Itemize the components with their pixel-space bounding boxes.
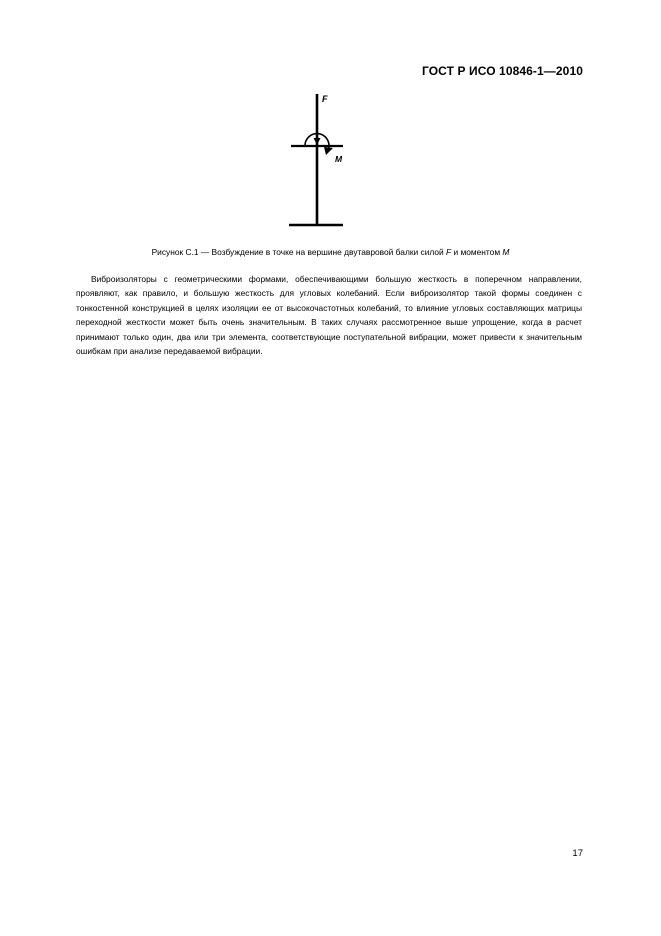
document-header: ГОСТ Р ИСО 10846-1—2010 — [421, 64, 583, 78]
body-paragraph: Виброизоляторы с геометрическими формами, обеспечивающими большую жесткость в поперечном направлении, проявляют, как правило, и большую жесткость для угловых колебаний. Если виброизолятор такой формы соединен с тонкостенной конструкцией в целях изоляции ее от высокочастотных колебаний, то влияние угловых составляющих матрицы переходной жесткости может быть очень значительным. В таких случаях рассмотренное выше упрощение, когда в расчет принимают только один, два или три элемента, соответствующие поступательной вибрации, может привести к значительным ошибкам при анализе передаваемой вибрации. — [76, 274, 582, 357]
figure-caption — [0, 247, 661, 257]
page-number: 17 — [572, 848, 583, 859]
caption-prefix: Рисунок С.1 — Возбуждение в точке на вершине двутавровой балки силой — [151, 247, 447, 257]
moment-label: M — [335, 154, 343, 164]
moment-arrow-head — [324, 147, 333, 155]
i-beam-figure — [280, 88, 360, 233]
caption-middle: и моментом — [451, 247, 503, 257]
force-arrow-head — [314, 138, 321, 145]
caption-moment: M — [502, 247, 510, 257]
caption-force: F — [446, 247, 452, 257]
force-label: F — [322, 94, 328, 104]
